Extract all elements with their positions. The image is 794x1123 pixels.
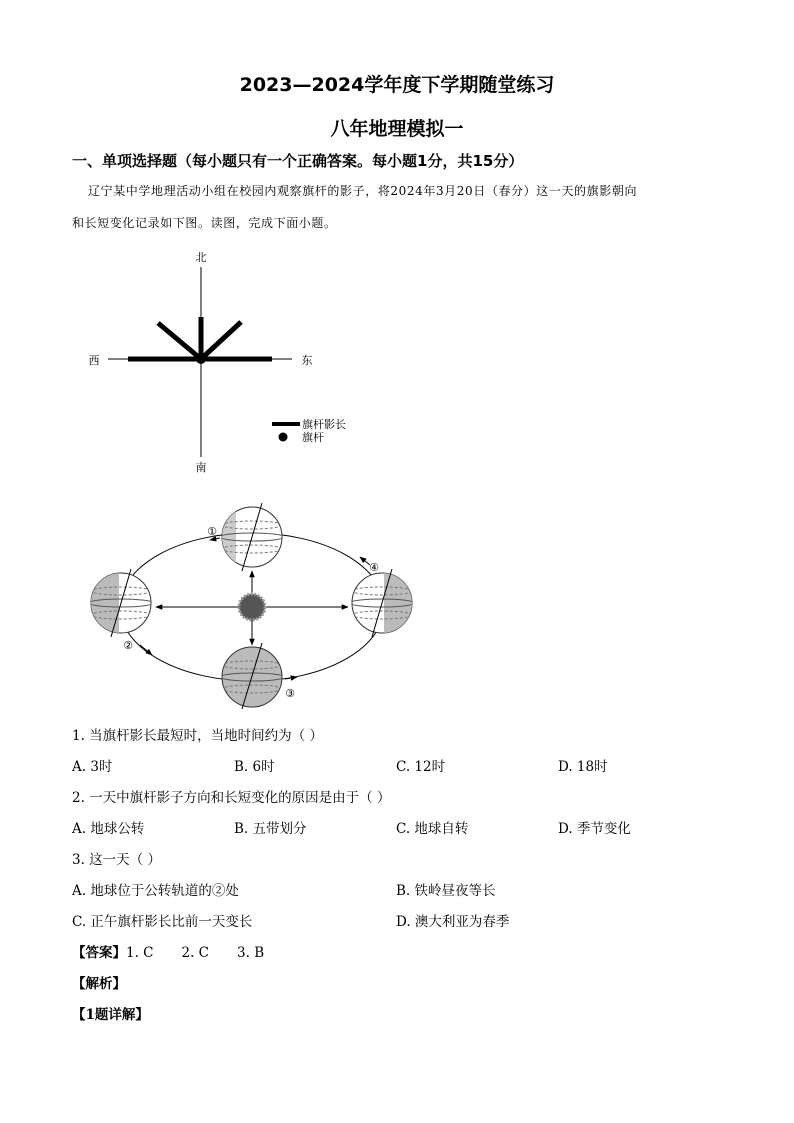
earth-position-1	[220, 503, 284, 571]
answer-3: 3. B	[237, 945, 265, 961]
question-3-option-b: B. 铁岭昼夜等长	[396, 883, 496, 899]
question-3-option-a: A. 地球位于公转轨道的②处	[72, 883, 239, 899]
legend-pole-symbol	[279, 433, 288, 442]
label-3: ③	[285, 687, 295, 700]
west-label: 西	[88, 354, 100, 367]
label-4: ④	[369, 561, 379, 574]
question-2-option-a: A. 地球公转	[72, 821, 145, 837]
earth-position-4	[350, 569, 414, 637]
earth-position-2	[89, 569, 153, 637]
label-1: ①	[207, 525, 217, 538]
analysis-label: 【解析】	[72, 976, 126, 992]
section-heading: 一、单项选择题（每小题只有一个正确答案。每小题1分，共15分）	[72, 152, 524, 170]
legend-shadow-label: 旗杆影长	[302, 418, 346, 431]
question-2-option-c: C. 地球自转	[396, 821, 469, 837]
question-2-option-b: B. 五带划分	[234, 821, 307, 837]
earth-position-3	[220, 643, 284, 709]
north-label: 北	[195, 251, 207, 264]
question-2-stem: 2. 一天中旗杆影子方向和长短变化的原因是由于（ ）	[72, 790, 391, 806]
page-title: 2023—2024学年度下学期随堂练习	[239, 74, 555, 96]
label-2: ②	[123, 639, 133, 652]
question-1-option-d: D. 18时	[558, 759, 608, 775]
question-3-option-c: C. 正午旗杆影长比前一天变长	[72, 914, 253, 930]
page-subtitle: 八年地理模拟一	[330, 118, 464, 140]
legend-pole-label: 旗杆	[302, 431, 324, 444]
sun	[239, 594, 265, 620]
question-3-option-d: D. 澳大利亚为春季	[396, 914, 510, 930]
east-label: 东	[301, 354, 313, 367]
intro-text-line2: 和长短变化记录如下图。读图，完成下面小题。	[72, 216, 337, 230]
flagpole-shadow-diagram	[70, 245, 370, 480]
flagpole-dot	[196, 354, 206, 364]
south-label: 南	[195, 461, 207, 474]
question-3-stem: 3. 这一天（ ）	[72, 852, 161, 868]
answer-label: 【答案】	[72, 945, 126, 961]
question-1-option-b: B. 6时	[234, 759, 275, 775]
shadow-northwest	[158, 323, 201, 359]
question-1-stem: 1. 当旗杆影长最短时，当地时间约为（ ）	[72, 728, 323, 744]
analysis-detail-1: 【1题详解】	[72, 1007, 149, 1023]
intro-text-line1: 辽宁某中学地理活动小组在校园内观察旗杆的影子，将2024年3月20日（春分）这一天的旗影朝向	[88, 184, 638, 198]
question-2-option-d: D. 季节变化	[558, 821, 631, 837]
question-1-option-a: A. 3时	[72, 759, 113, 775]
shadow-northeast	[201, 322, 241, 359]
answer-2: 2. C	[181, 945, 210, 961]
earth-orbit-diagram	[80, 495, 425, 710]
answer-1: 1. C	[126, 945, 154, 961]
answer-line	[72, 941, 264, 961]
question-1-option-c: C. 12时	[396, 759, 446, 775]
